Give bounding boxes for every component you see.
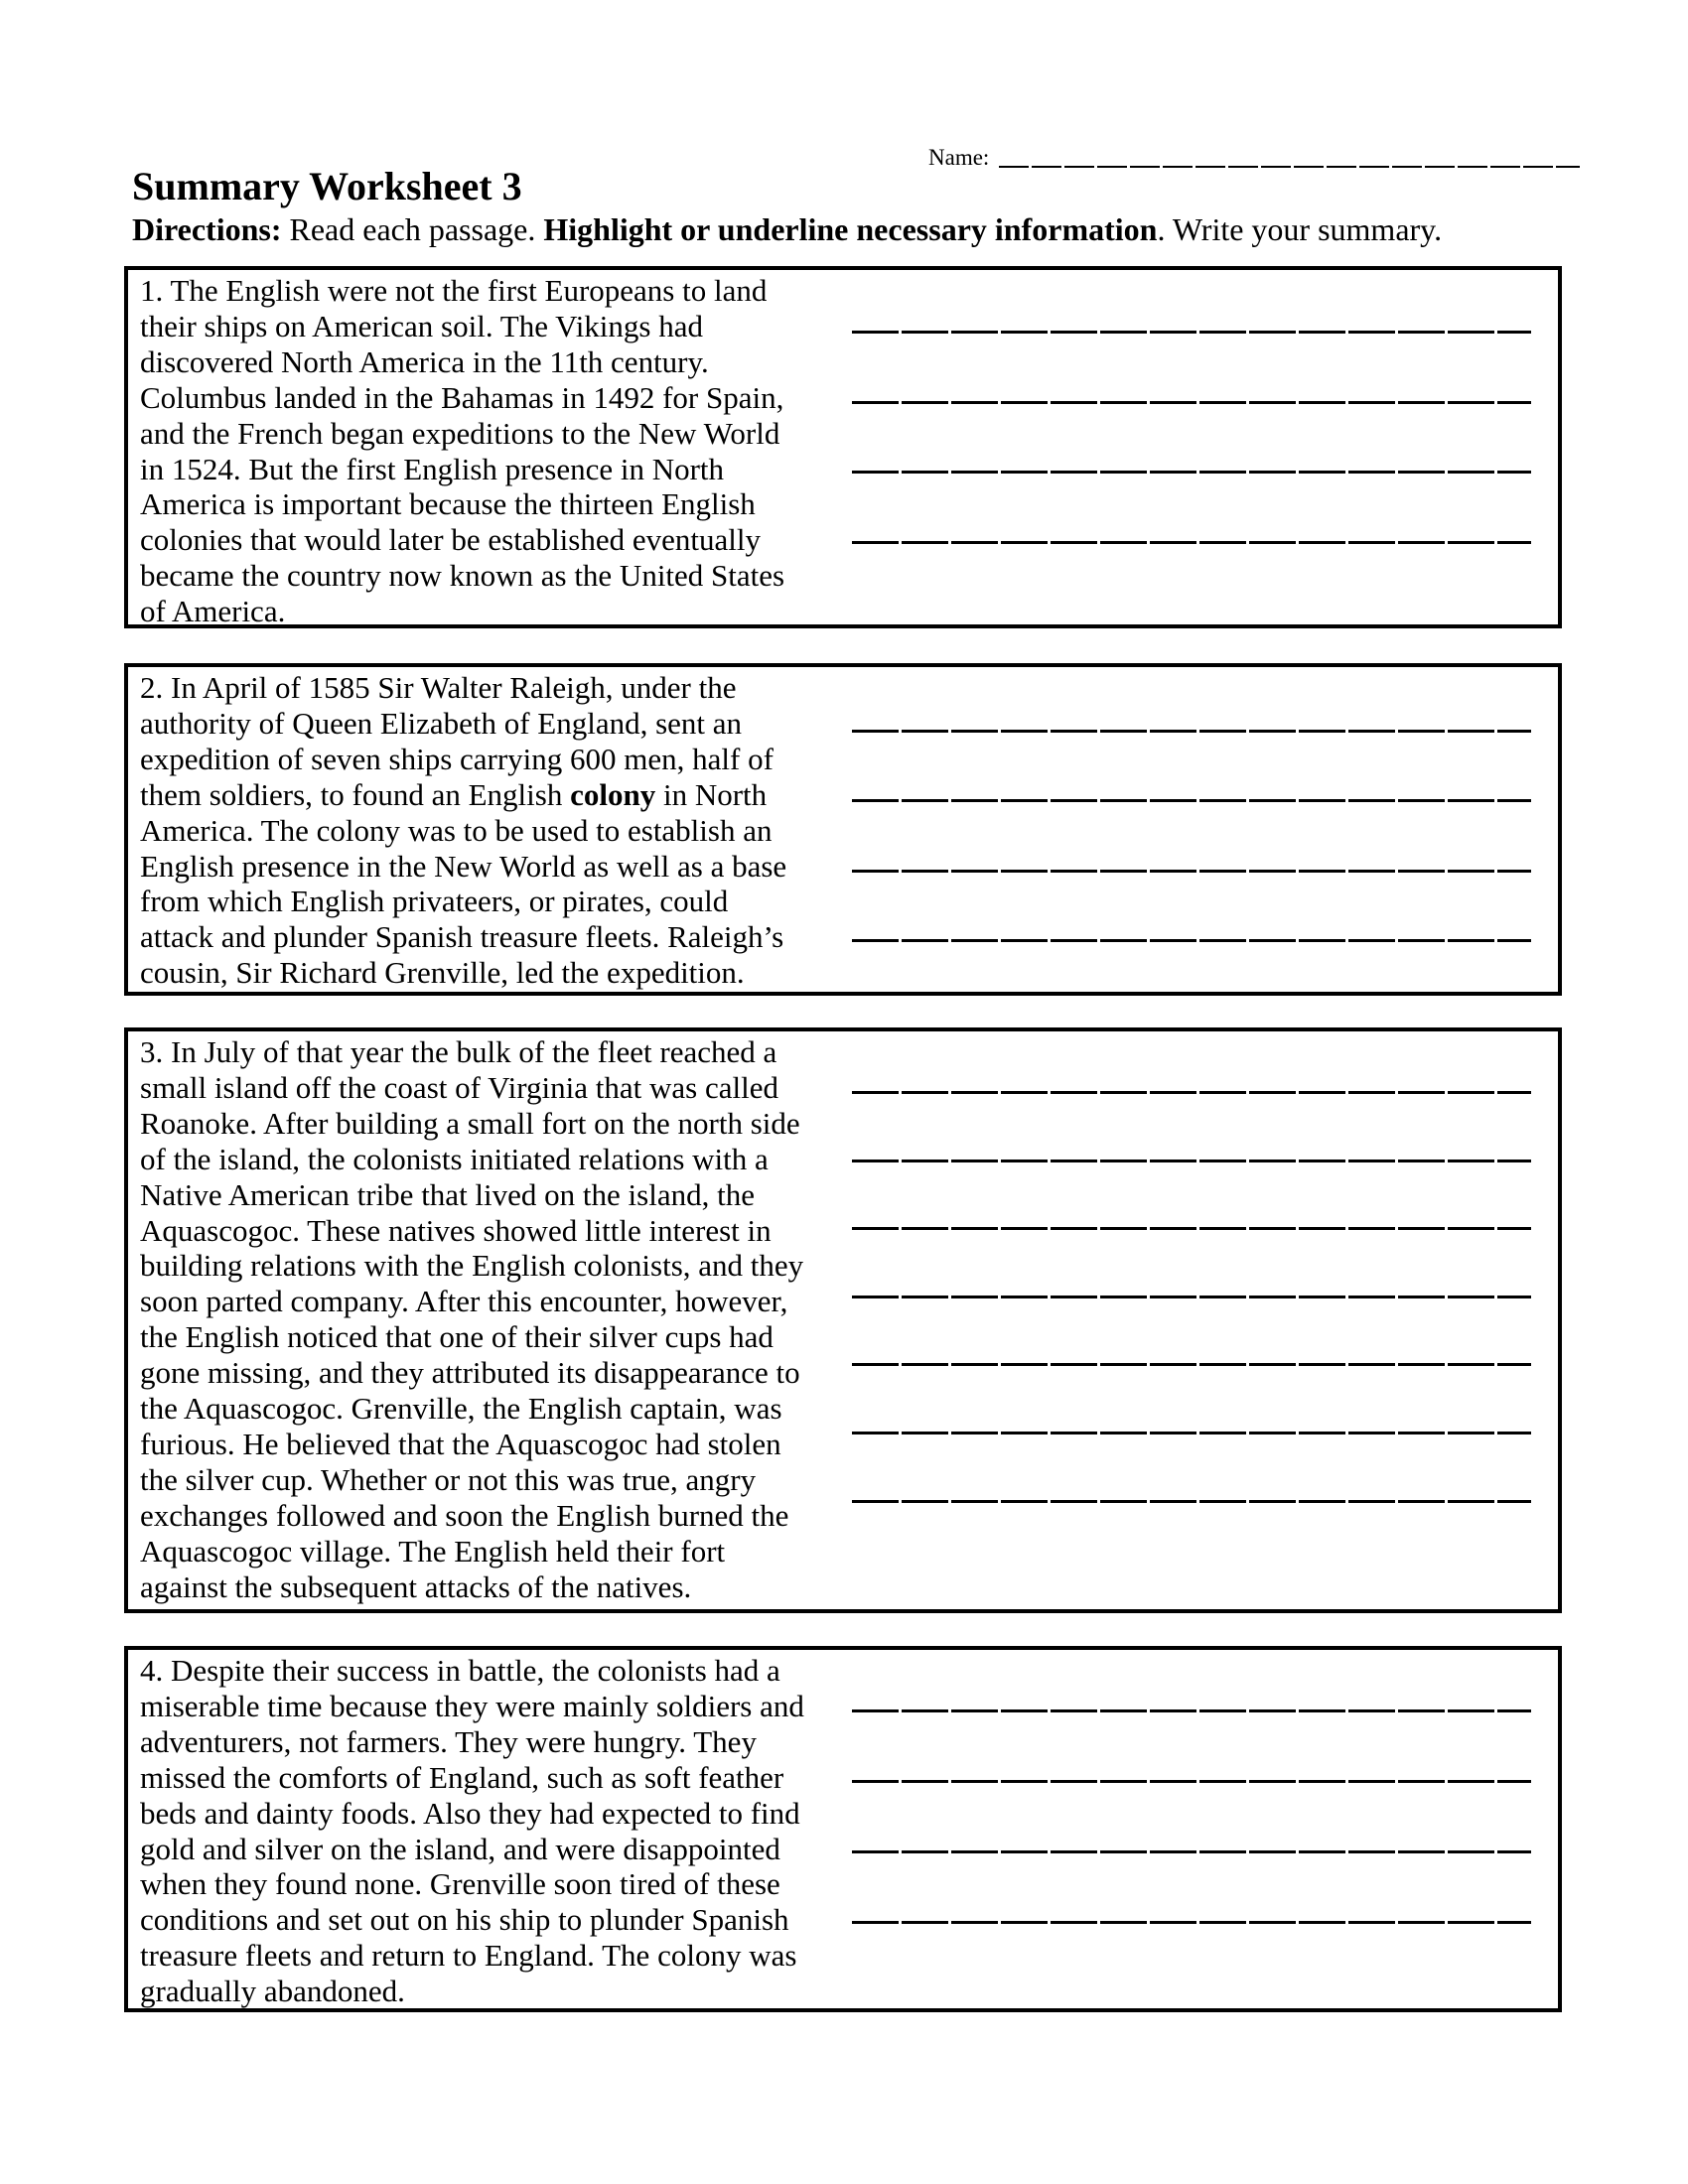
writing-line bbox=[852, 1921, 1531, 1924]
directions-label: Directions: bbox=[132, 211, 282, 247]
writing-line bbox=[852, 1227, 1531, 1230]
writing-line bbox=[852, 939, 1531, 942]
writing-line bbox=[852, 1850, 1531, 1853]
writing-line bbox=[852, 1500, 1531, 1503]
writing-line bbox=[852, 870, 1531, 873]
writing-line bbox=[852, 1160, 1531, 1162]
passage-text-1: 1. The English were not the first Europeans to land their ships on American soil. The Vikings had discovered North America in the 11th century. Columbus landed in the Bahamas in 1492 for Spain, and the French began expeditions to the New World in 1524. But the first English presence in North America is important because the thirteen English colonies that would later be established eventually became the country now known as the United States of America. bbox=[140, 273, 785, 629]
writing-line bbox=[852, 1091, 1531, 1094]
directions-text-1: Read each passage. bbox=[281, 211, 544, 247]
passage-box-2 bbox=[124, 663, 1562, 996]
directions-bold-text: Highlight or underline necessary information bbox=[543, 211, 1158, 247]
directions bbox=[132, 211, 1442, 248]
passage-box-1 bbox=[124, 266, 1562, 628]
writing-line bbox=[852, 1363, 1531, 1366]
passage-text-2: 2. In April of 1585 Sir Walter Raleigh, under the authority of Queen Elizabeth of England, sent an expedition of seven ships carrying 600 men, half of them soldiers, to found an English colony in North America. The colony was to be used to establish an English presence in the New World as well as a base from which English privateers, or pirates, could attack and plunder Spanish treasure fleets. Raleigh’s cousin, Sir Richard Grenville, led the expedition. bbox=[140, 670, 787, 991]
writing-line bbox=[852, 471, 1531, 474]
passage-text-3: 3. In July of that year the bulk of the fleet reached a small island off the coast of Virginia that was called Roanoke. After building a small fort on the north side of the island, the colonists initiated relations with a Native American tribe that lived on the island, the Aquascogoc. These natives showed little interest in building relations with the English colonists, and they soon parted company. After this encounter, however, the English noticed that one of their silver cups had gone missing, and they attributed its disappearance to the Aquascogoc. Grenville, the English captain, was furious. He believed that the Aquascogoc had stolen the silver cup. Whether or not this was true, angry exchanges followed and soon the English burned the Aquascogoc village. The English held their fort against the subsequent attacks of the natives. bbox=[140, 1034, 804, 1604]
writing-line bbox=[852, 401, 1531, 404]
passage-box-3 bbox=[124, 1027, 1562, 1613]
name-label: Name: bbox=[928, 145, 990, 170]
writing-line bbox=[852, 541, 1531, 544]
writing-line bbox=[852, 799, 1531, 802]
name-blank-line bbox=[999, 166, 1580, 168]
writing-line bbox=[852, 1780, 1531, 1783]
writing-line bbox=[852, 331, 1531, 334]
passage-box-4 bbox=[124, 1646, 1562, 2012]
writing-line bbox=[852, 1432, 1531, 1434]
passage-text-4: 4. Despite their success in battle, the colonists had a miserable time because they were mainly soldiers and adventurers, not farmers. They were hungry. They missed the comforts of England, such as soft feather beds and dainty foods. Also they had expected to find gold and silver on the island, and were disappointed when they found none. Grenville soon tired of these conditions and set out on his ship to plunder Spanish treasure fleets and return to England. The colony was gradually abandoned. bbox=[140, 1653, 804, 2009]
writing-line bbox=[852, 1296, 1531, 1298]
writing-line bbox=[852, 730, 1531, 733]
writing-line bbox=[852, 1709, 1531, 1712]
page-title: Summary Worksheet 3 bbox=[132, 164, 522, 208]
directions-text-2: . Write your summary. bbox=[1157, 211, 1443, 247]
name-row bbox=[928, 145, 1580, 171]
